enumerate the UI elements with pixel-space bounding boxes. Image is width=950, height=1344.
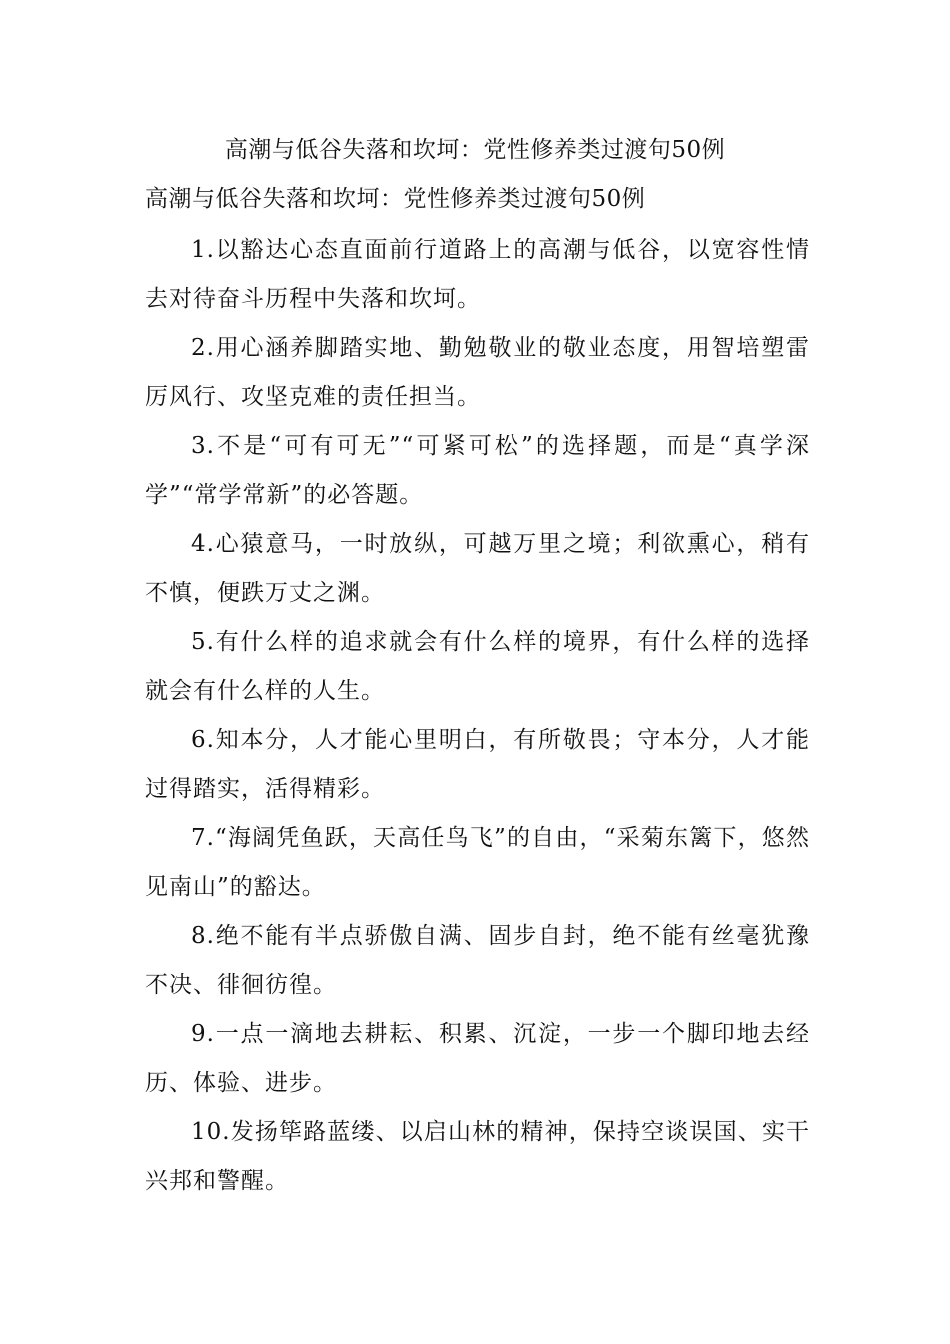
list-item: 2.用心涵养脚踏实地、勤勉敬业的敬业态度，用智培塑雷厉风行、攻坚克难的责任担当。 — [145, 335, 810, 410]
list-item: 4.心猿意马，一时放纵，可越万里之境；利欲熏心，稍有不慎，便跌万丈之渊。 — [145, 531, 810, 606]
list-item: 10.发扬筚路蓝缕、以启山林的精神，保持空谈误国、实干兴邦和警醒。 — [145, 1119, 810, 1194]
document-title: 高潮与低谷失落和坎坷：党性修养类过渡句50例 — [224, 137, 726, 163]
list-item: 6.知本分，人才能心里明白，有所敬畏；守本分，人才能过得踏实，活得精彩。 — [145, 727, 810, 802]
list-item: 1.以豁达心态直面前行道路上的高潮与低谷，以宽容性情去对待奋斗历程中失落和坎坷。 — [145, 237, 810, 312]
list-item: 7.“海阔凭鱼跃，天高任鸟飞”的自由，“采菊东篱下，悠然见南山”的豁达。 — [145, 825, 810, 900]
item-list — [145, 226, 810, 1206]
list-item: 8.绝不能有半点骄傲自满、固步自封，绝不能有丝毫犹豫不决、徘徊彷徨。 — [145, 923, 810, 998]
list-item: 5.有什么样的追求就会有什么样的境界，有什么样的选择就会有什么样的人生。 — [145, 629, 810, 704]
document-subtitle: 高潮与低谷失落和坎坷：党性修养类过渡句50例 — [145, 186, 646, 212]
list-item: 3.不是“可有可无”“可紧可松”的选择题，而是“真学深学”“常学常新”的必答题。 — [145, 433, 810, 508]
list-item: 9.一点一滴地去耕耘、积累、沉淀，一步一个脚印地去经历、体验、进步。 — [145, 1021, 810, 1096]
